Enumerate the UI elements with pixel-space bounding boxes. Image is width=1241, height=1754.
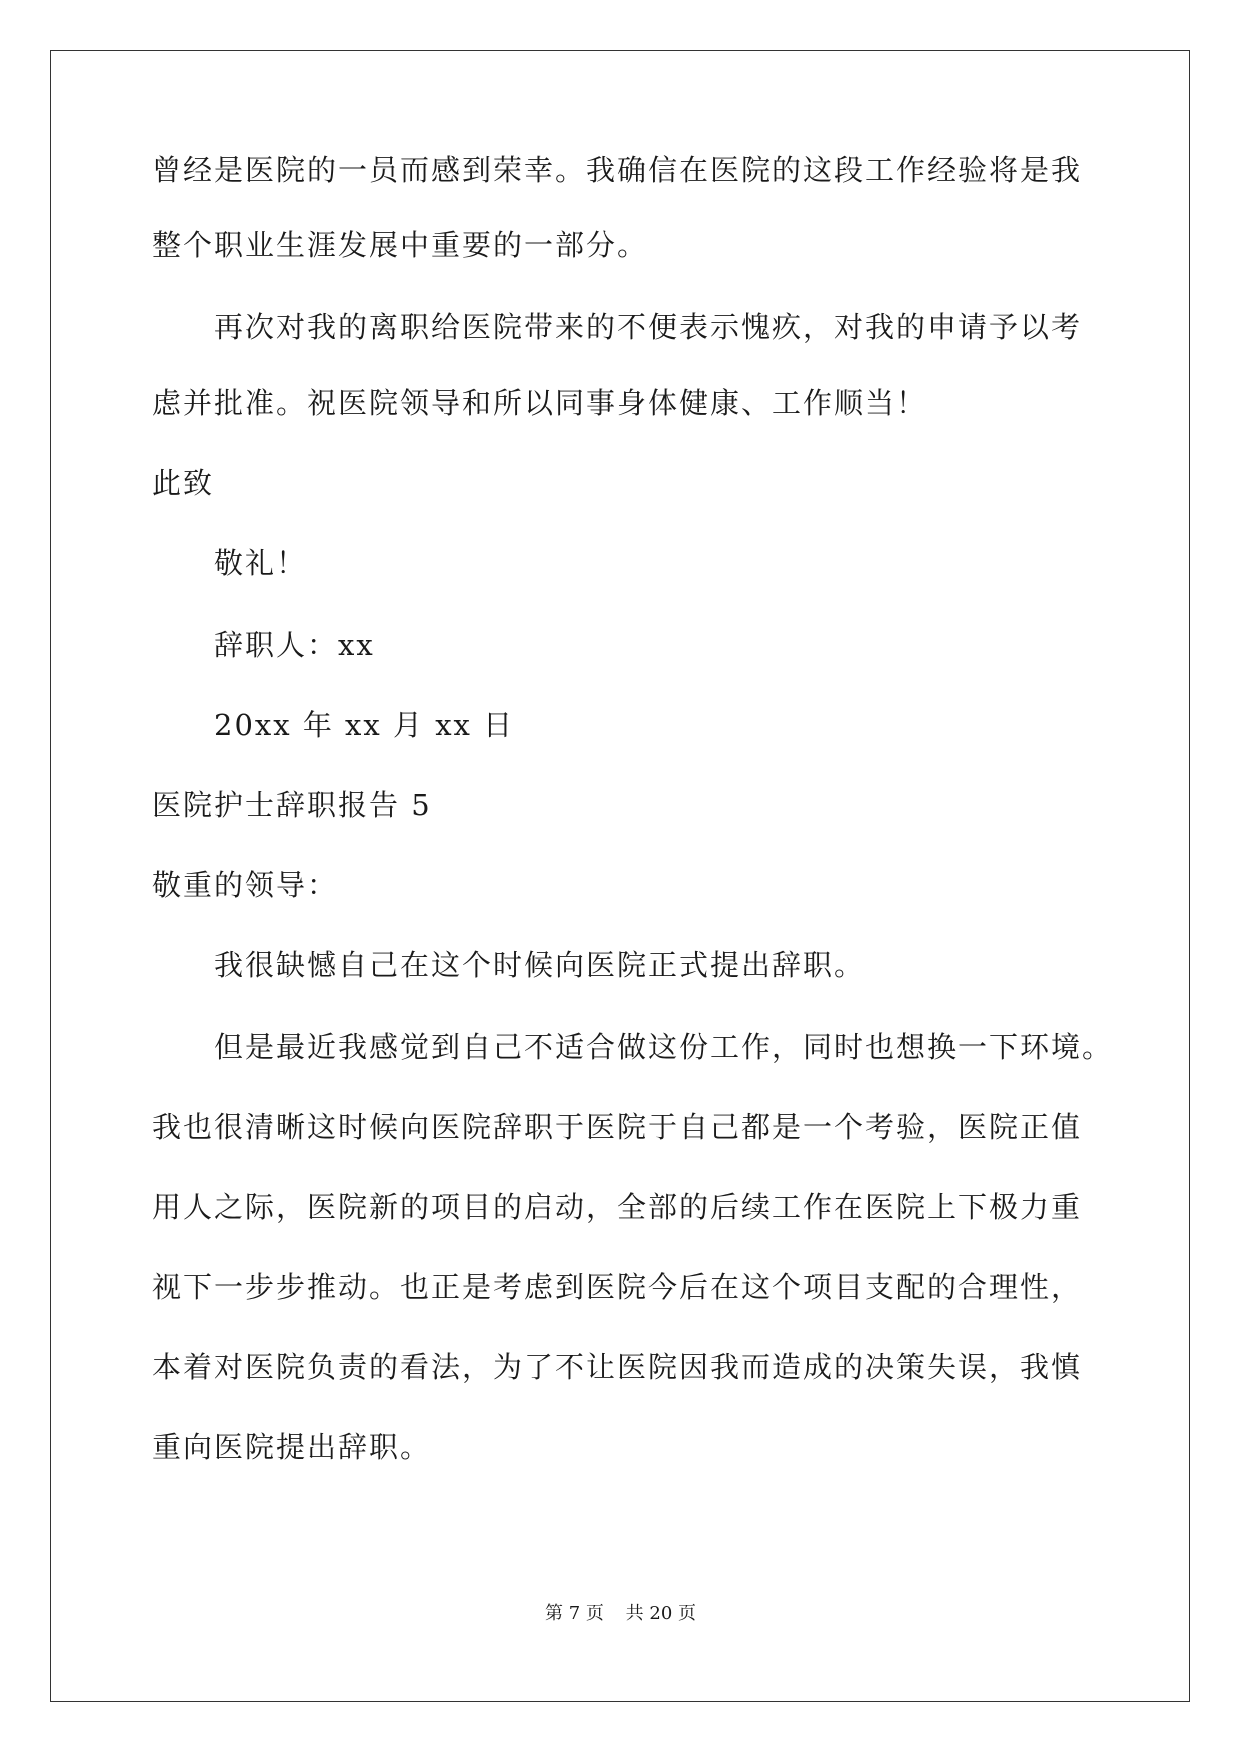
letter-greeting: 敬重的领导：: [152, 868, 339, 902]
paragraph-line: 本着对医院负责的看法，为了不让医院因我而造成的决策失误，我慎: [152, 1350, 1083, 1384]
paragraph-line: 用人之际，医院新的项目的启动，全部的后续工作在医院上下极力重: [152, 1190, 1083, 1224]
page-number: 第 7 页: [545, 1603, 604, 1624]
section-title: 医院护士辞职报告 5: [152, 788, 432, 822]
signature-name: 辞职人：xx: [214, 628, 375, 662]
paragraph-line: 视下一步步推动。也正是考虑到医院今后在这个项目支配的合理性，: [152, 1270, 1083, 1304]
paragraph-line: 但是最近我感觉到自己不适合做这份工作，同时也想换一下环境。: [214, 1030, 1114, 1064]
paragraph-line: 再次对我的离职给医院带来的不便表示愧疚，对我的申请予以考: [214, 310, 1083, 344]
paragraph-line: 虑并批准。祝医院领导和所以同事身体健康、工作顺当！: [152, 386, 928, 420]
signature-date: 20xx 年 xx 月 xx 日: [214, 708, 515, 742]
closing-salutation: 此致: [152, 466, 215, 500]
paragraph-line: 曾经是医院的一员而感到荣幸。我确信在医院的这段工作经验将是我: [152, 153, 1083, 187]
page-total: 共 20 页: [625, 1603, 696, 1624]
paragraph-line: 重向医院提出辞职。: [152, 1430, 432, 1464]
paragraph-line: 整个职业生涯发展中重要的一部分。: [152, 228, 649, 262]
closing-regards: 敬礼！: [214, 546, 308, 580]
paragraph-line: 我也很清晰这时候向医院辞职于医院于自己都是一个考验，医院正值: [152, 1110, 1083, 1144]
paragraph-line: 我很缺憾自己在这个时候向医院正式提出辞职。: [214, 948, 866, 982]
page-footer: [0, 1602, 1241, 1626]
